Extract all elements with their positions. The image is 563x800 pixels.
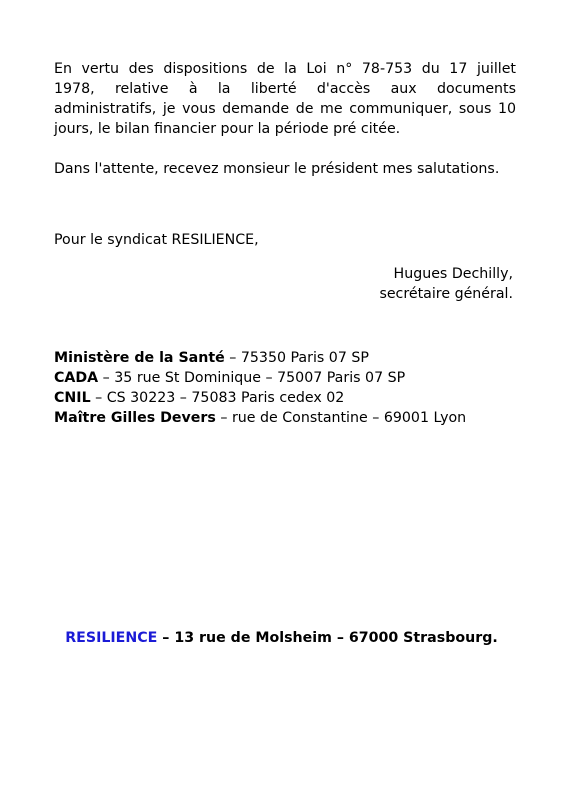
request-line-4: jours, le bilan financier pour la période pré citée. — [54, 121, 401, 137]
recipient-address: – CS 30223 – 75083 Paris cedex 02 — [90, 390, 345, 406]
recipient-cnil — [54, 388, 466, 408]
recipient-address: – 35 rue St Dominique – 75007 Paris 07 SP — [98, 370, 406, 386]
footer-brand: RESILIENCE — [65, 630, 158, 646]
copy-recipients-list — [54, 348, 466, 428]
request-line-3: administratifs, je vous demande de me communiquer, sous 10 — [54, 101, 516, 117]
salutation-paragraph: Dans l'attente, recevez monsieur le président mes salutations. — [54, 161, 500, 177]
recipient-cada — [54, 368, 466, 388]
signatory-name: Hugues Dechilly, — [393, 266, 513, 282]
signature-block — [379, 264, 513, 304]
recipient-name: Ministère de la Santé — [54, 350, 225, 366]
closing-line: Pour le syndicat RESILIENCE, — [54, 232, 259, 248]
signatory-role: secrétaire général. — [379, 286, 513, 302]
request-line-1: En vertu des dispositions de la Loi n° 78-753 du 17 juillet — [54, 61, 516, 77]
footer-address: – 13 rue de Molsheim – 67000 Strasbourg. — [157, 630, 498, 646]
recipient-address: – rue de Constantine – 69001 Lyon — [215, 410, 467, 426]
recipient-name: CNIL — [54, 390, 91, 406]
recipient-address: – 75350 Paris 07 SP — [224, 350, 369, 366]
request-line-2: 1978, relative à la liberté d'accès aux documents — [54, 81, 516, 97]
recipient-name: Maître Gilles Devers — [54, 410, 216, 426]
request-paragraph — [54, 59, 516, 139]
letterhead-footer — [0, 628, 563, 648]
recipient-name: CADA — [54, 370, 99, 386]
recipient-lawyer — [54, 408, 466, 428]
recipient-ministry — [54, 348, 466, 368]
